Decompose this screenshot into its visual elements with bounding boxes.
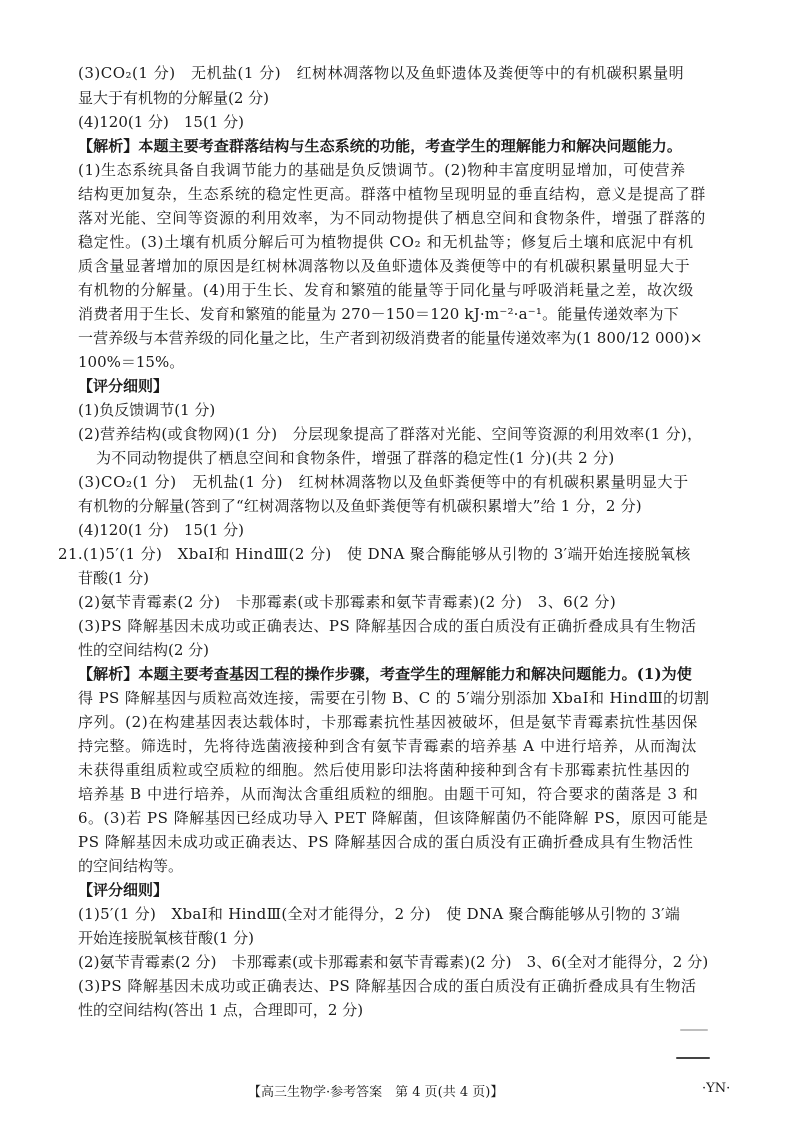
- q21-1-answer-line2: 苷酸(1 分): [78, 569, 150, 587]
- analysis-q21-line8: 的空间结构等。: [78, 857, 184, 875]
- q21-3-answer-line2: 性的空间结构(2 分): [78, 641, 210, 659]
- analysis-q21-line2: 序列。(2)在构建基因表达载体时，卡那霉素抗性基因被破坏，但是氨苄青霉素抗性基因保: [78, 713, 698, 731]
- scoring-q21-3-line2: 性的空间结构(答出 1 点，合理即可，2 分): [78, 1001, 364, 1019]
- analysis-q20-line8: 一营养级与本营养级的同化量之比，生产者到初级消费者的能量传递效率为(1 800/12 000)×: [78, 329, 703, 347]
- analysis-q20-line7: 消费者用于生长、发育和繁殖的能量为 270－150＝120 kJ·m⁻²·a⁻¹。能量传递效率为下: [78, 305, 679, 323]
- q21-3-answer-line1: (3)PS 降解基因未成功或正确表达、PS 降解基因合成的蛋白质没有正确折叠成具有生物活: [78, 617, 697, 635]
- scoring-q21-1-line1: (1)5′(1 分) XbaⅠ和 HindⅢ(全对才能得分，2 分) 使 DNA 聚合酶能够从引物的 3′端: [78, 905, 681, 923]
- analysis-q21-line7: PS 降解基因未成功或正确表达、PS 降解基因合成的蛋白质没有正确折叠成具有生物活性: [78, 833, 694, 851]
- analysis-q21-line3: 持完整。筛选时，先将待选菌液接种到含有氨苄青霉素的培养基 A 中进行培养，从而淘汰: [78, 737, 698, 755]
- scoring-q20-3-line1: (3)CO₂(1 分) 无机盐(1 分) 红树林凋落物以及鱼虾粪便等中的有机碳积累量明显大于: [78, 473, 689, 491]
- analysis-q20-line1: (1)生态系统具备自我调节能力的基础是负反馈调节。(2)物种丰富度明显增加，可使营养: [78, 161, 686, 179]
- scoring-q21-2: (2)氨苄青霉素(2 分) 卡那霉素(或卡那霉素和氨苄青霉素)(2 分) 3、6(全对才能得分，2 分): [78, 953, 709, 971]
- q21-2-answer: (2)氨苄青霉素(2 分) 卡那霉素(或卡那霉素和氨苄青霉素)(2 分) 3、6(2 分): [78, 593, 617, 611]
- analysis-q21-line1: 得 PS 降解基因与质粒高效连接，需要在引物 B、C 的 5′端分别添加 XbaⅠ和 HindⅢ的切割: [78, 689, 710, 707]
- q20-4-answer: (4)120(1 分) 15(1 分): [78, 113, 244, 131]
- scoring-heading-q20: 【评分细则】: [78, 377, 169, 395]
- scoring-q20-2-line2: 为不同动物提供了栖息空间和食物条件，增强了群落的稳定性(1 分)(共 2 分): [96, 449, 615, 467]
- scan-artifact-dash: [676, 1057, 710, 1059]
- analysis-q20-line9: 100%＝15%。: [78, 353, 185, 371]
- analysis-q21-line6: 6。(3)若 PS 降解基因已经成功导入 PET 降解菌，但该降解菌仍不能降解 PS，原因可能是: [78, 809, 709, 827]
- q20-3-answer-line2: 显大于有机物的分解量(2 分): [78, 89, 270, 107]
- scoring-q20-3-line2: 有机物的分解量(答到了“红树凋落物以及鱼虾粪便等有机碳积累增大”给 1 分，2 分): [78, 497, 642, 515]
- page-footer: [0, 1081, 800, 1101]
- analysis-q20-line2: 结构更加复杂，生态系统的稳定性更高。群落中植物呈现明显的垂直结构，意义是提高了群: [78, 185, 707, 203]
- analysis-heading-q21: 【解析】本题主要考查基因工程的操作步骤，考查学生的理解能力和解决问题能力。(1)为使: [78, 665, 692, 683]
- analysis-q20-line6: 有机物的分解量。(4)用于生长、发育和繁殖的能量等于同化量与呼吸消耗量之差，故次级: [78, 281, 694, 299]
- analysis-q20-line3: 落对光能、空间等资源的利用效率，为不同动物提供了栖息空间和食物条件，增强了群落的: [78, 209, 707, 227]
- scoring-q20-2-line1: (2)营养结构(或食物网)(1 分) 分层现象提高了群落对光能、空间等资源的利用效率(1 分)，: [78, 425, 703, 443]
- analysis-q21-line5: 培养基 B 中进行培养，从而淘汰含重组质粒的细胞。由题干可知，符合要求的菌落是 3 和: [78, 785, 699, 803]
- scoring-q21-1-line2: 开始连接脱氧核苷酸(1 分): [78, 929, 255, 947]
- q20-3-answer-line1: (3)CO₂(1 分) 无机盐(1 分) 红树林凋落物以及鱼虾遗体及粪便等中的有机碳积累量明: [78, 64, 685, 82]
- footer-region-code: ·YN·: [702, 1081, 731, 1096]
- analysis-q21-line4: 未获得重组质粒或空质粒的细胞。然后使用影印法将菌种接种到含有卡那霉素抗性基因的: [78, 761, 691, 779]
- scoring-q20-4: (4)120(1 分) 15(1 分): [78, 521, 244, 539]
- analysis-heading-q20: 【解析】本题主要考查群落结构与生态系统的功能，考查学生的理解能力和解决问题能力。: [78, 137, 683, 155]
- analysis-q20-line5: 质含量显著增加的原因是红树林凋落物以及鱼虾遗体及粪便等中的有机碳积累量明显大于: [78, 257, 691, 275]
- scoring-q20-1: (1)负反馈调节(1 分): [78, 401, 216, 419]
- q21-1-answer-line1: 21.(1)5′(1 分) XbaⅠ和 HindⅢ(2 分) 使 DNA 聚合酶能够从引物的 3′端开始连接脱氧核: [58, 545, 691, 563]
- footer-page-info: 【高三生物学·参考答案 第 4 页(共 4 页)】: [248, 1085, 504, 1100]
- analysis-q20-line4: 稳定性。(3)土壤有机质分解后可为植物提供 CO₂ 和无机盐等；修复后土壤和底泥中有机: [78, 233, 694, 251]
- scoring-q21-3-line1: (3)PS 降解基因未成功或正确表达、PS 降解基因合成的蛋白质没有正确折叠成具有生物活: [78, 977, 697, 995]
- scoring-heading-q21: 【评分细则】: [78, 881, 169, 899]
- scan-artifact-mark: [680, 1029, 708, 1031]
